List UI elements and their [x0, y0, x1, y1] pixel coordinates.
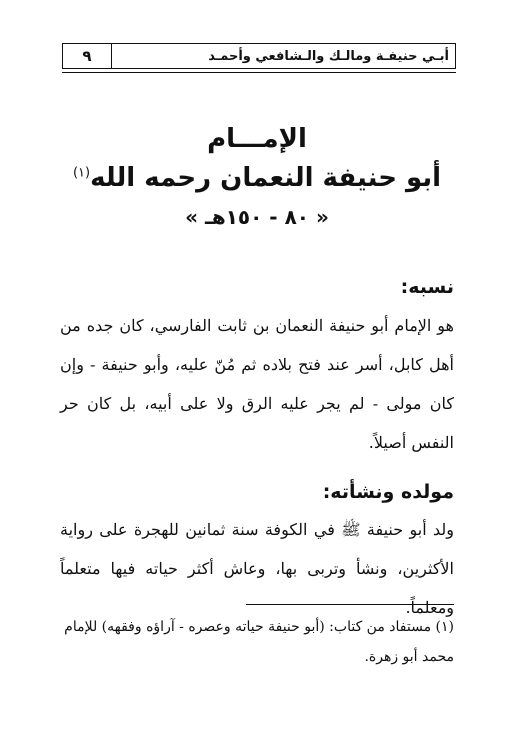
- footnote-reference: (١): [72, 165, 91, 181]
- chapter-dates: « ٨٠ - ١٥٠هـ »: [185, 205, 329, 229]
- chapter-title-imam: الإمـــام: [207, 124, 307, 154]
- running-header: [62, 43, 456, 69]
- footnote: (١) مستفاد من كتاب: (أبو حنيفة حياته وعصره - آراؤه وفقهه) للإمام محمد أبو زهرة.: [64, 619, 454, 665]
- running-title: أبـي حنيفـة ومالـك والـشافعي وأحمـد: [208, 48, 449, 64]
- chapter-title-name-text: أبو حنيفة النعمان رحمه الله: [90, 163, 442, 193]
- paragraph-nasab: هو الإمام أبو حنيفة النعمان بن ثابت الفارسي، كان جده من أهل كابل، أسر عند فتح بلاده ثم مُنّ عليه، وأبو حنيفة - وإن كان مولى - لم يجر عليه الرق ولا على أبيه، بل كان حر النفس أصيلاً.: [60, 316, 454, 452]
- footnote-divider: [246, 604, 454, 605]
- header-divider: [62, 72, 456, 73]
- paragraph-mawlid: ولد أبو حنيفة ﷺ في الكوفة سنة ثمانين للهجرة على رواية الأكثرين، ونشأ وتربى بها، وعاش أكثر حياته فيها متعلماً ومعلماً.: [60, 520, 454, 617]
- section-heading-mawlid: مولده ونشأته:: [322, 481, 454, 503]
- page-number: ٩: [63, 44, 112, 68]
- chapter-title-name: [40, 163, 474, 193]
- section-heading-nasab: نسبه:: [400, 276, 454, 298]
